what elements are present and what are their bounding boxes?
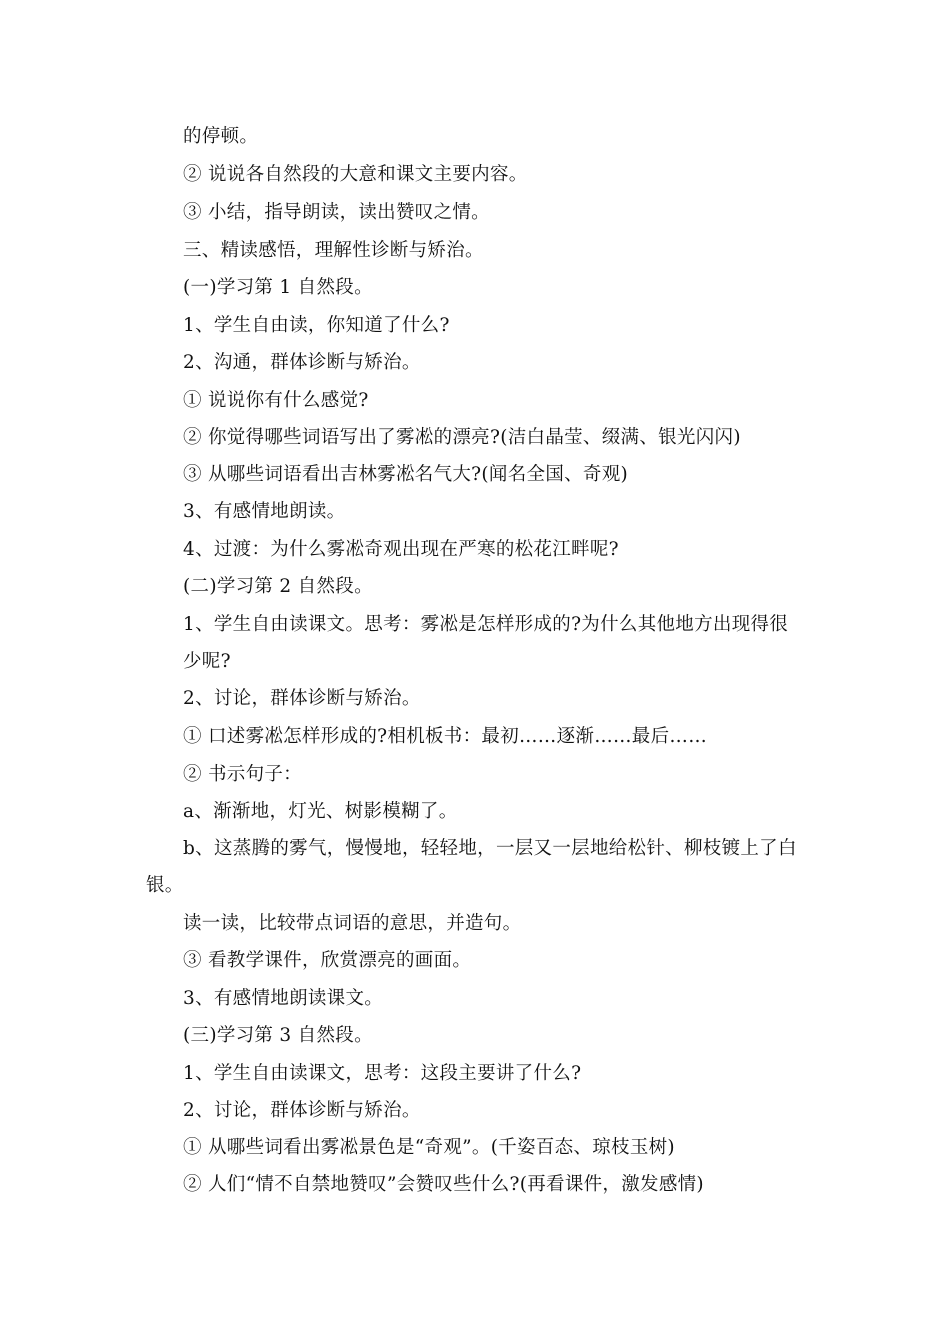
text-line: 1、学生自由读课文，思考：这段主要讲了什么? xyxy=(183,1063,582,1084)
text-line: 读一读，比较带点词语的意思，并造句。 xyxy=(183,913,522,934)
text-line: 2、讨论，群体诊断与矫治。 xyxy=(183,688,421,709)
text-line: 3、有感情地朗读课文。 xyxy=(183,988,384,1009)
text-line: ① 从哪些词看出雾凇景色是“奇观”。(千姿百态、琼枝玉树) xyxy=(183,1137,675,1158)
text-line: 1、学生自由读课文。思考：雾凇是怎样形成的?为什么其他地方出现得很 xyxy=(183,614,789,635)
subsection-heading: (二)学习第 2 自然段。 xyxy=(183,576,373,597)
text-line: ③ 小结，指导朗读，读出赞叹之情。 xyxy=(183,202,490,223)
text-line: 1、学生自由读，你知道了什么? xyxy=(183,315,450,336)
text-line: b、这蒸腾的雾气，慢慢地，轻轻地，一层又一层地给松针、柳枝镀上了白 xyxy=(183,838,797,859)
text-line: 2、沟通，群体诊断与矫治。 xyxy=(183,352,421,373)
subsection-heading: (三)学习第 3 自然段。 xyxy=(183,1025,373,1046)
text-line: ③ 从哪些词语看出吉林雾凇名气大?(闻名全国、奇观) xyxy=(183,464,629,485)
text-line: ② 你觉得哪些词语写出了雾凇的漂亮?(洁白晶莹、缀满、银光闪闪) xyxy=(183,427,741,448)
text-line: 2、讨论，群体诊断与矫治。 xyxy=(183,1100,421,1121)
text-line: ③ 看教学课件，欣赏漂亮的画面。 xyxy=(183,950,472,971)
text-line: 少呢? xyxy=(183,651,231,672)
text-line: ① 说说你有什么感觉? xyxy=(183,390,369,411)
text-line: 银。 xyxy=(146,875,184,896)
subsection-heading: (一)学习第 1 自然段。 xyxy=(183,277,373,298)
text-line: ① 口述雾凇怎样形成的?相机板书：最初……逐渐……最后…… xyxy=(183,726,708,747)
text-line: 的停顿。 xyxy=(183,126,259,147)
text-line: 3、有感情地朗读。 xyxy=(183,501,346,522)
section-heading: 三、精读感悟，理解性诊断与矫治。 xyxy=(183,240,484,261)
text-line: a、渐渐地，灯光、树影模糊了。 xyxy=(183,801,458,822)
text-line: 4、过渡：为什么雾凇奇观出现在严寒的松花江畔呢? xyxy=(183,539,619,560)
text-line: ② 人们“情不自禁地赞叹”会赞叹些什么?(再看课件，激发感情) xyxy=(183,1174,704,1195)
text-line: ② 说说各自然段的大意和课文主要内容。 xyxy=(183,164,528,185)
text-line: ② 书示句子： xyxy=(183,764,302,785)
